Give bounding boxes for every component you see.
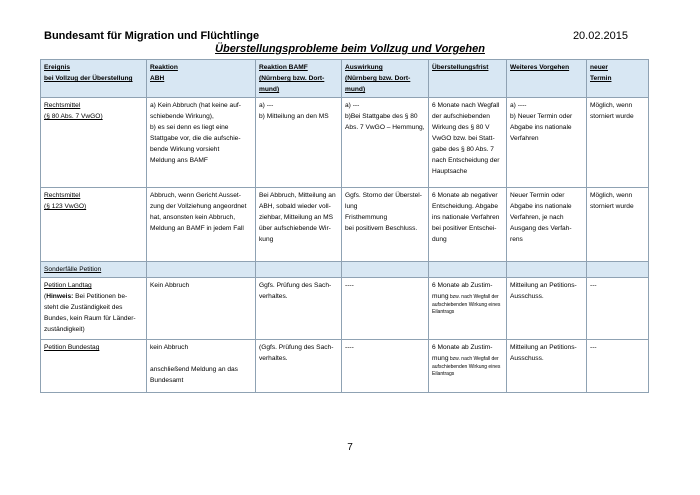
- header-auswirkung: Auswirkung (Nürnberg bzw. Dort- mund): [342, 60, 429, 98]
- cell-deadline: 6 Monate nach Wegfall der aufschiebenden Wirkung des § 80 V VwGO bzw. bei Statt- gabe des § 80 Abs. 7 nach Entscheidung der Hauptsache: [429, 98, 507, 188]
- section-label: Sonderfälle Petition: [41, 262, 147, 278]
- cell-new-date: ---: [587, 340, 649, 393]
- cell-effect: a) --- b)Bei Stattgabe des § 80 Abs. 7 VwGO – Hemmung,: [342, 98, 429, 188]
- cell-effect: ----: [342, 278, 429, 340]
- cell-deadline: 6 Monate ab Zustim- mung bzw. nach Wegfall der aufschiebenden Wirkung eines Eilantrags: [429, 340, 507, 393]
- cell-deadline: 6 Monate ab Zustim- mung bzw. nach Wegfall der aufschiebenden Wirkung eines Eilantrags: [429, 278, 507, 340]
- cell-bamf: a) --- b) Mitteilung an den MS: [256, 98, 342, 188]
- cell-new-date: Möglich, wenn storniert wurde: [587, 188, 649, 262]
- header-date: 20.02.2015: [572, 30, 628, 42]
- cell-event: Rechtsmittel (§ 123 VwGO): [41, 188, 147, 262]
- header-reaktion-abh: Reaktion ABH: [147, 60, 256, 98]
- cell-event: Petition Landtag (Hinweis: Bei Petitionen be- steht die Zuständigkeit des Bundes, kein Raum für Länder- zuständigkeit): [41, 278, 147, 340]
- header-ereignis: Ereignis bei Vollzug der Überstellung: [41, 60, 147, 98]
- document-title: Überstellungsprobleme beim Vollzug und Vorgehen: [215, 43, 485, 55]
- header-weiteres-vorgehen: Weiteres Vorgehen: [507, 60, 587, 98]
- section-row: [41, 262, 649, 278]
- cell-bamf: Ggfs. Prüfung des Sach- verhaltes.: [256, 278, 342, 340]
- cell-next: Mitteilung an Petitions- Ausschuss.: [507, 278, 587, 340]
- header-neuer-termin: neuer Termin: [587, 60, 649, 98]
- cell-effect: ----: [342, 340, 429, 393]
- cell-bamf: (Ggfs. Prüfung des Sach- verhaltes.: [256, 340, 342, 393]
- cell-abh: Kein Abbruch: [147, 278, 256, 340]
- cell-next: Neuer Termin oder Abgabe ins nationale Verfahren, je nach Ausgang des Verfah- rens: [507, 188, 587, 262]
- table-row: [41, 98, 649, 188]
- procedure-table: [40, 59, 649, 393]
- cell-abh: kein Abbruch anschließend Meldung an das Bundesamt: [147, 340, 256, 393]
- header-organization: Bundesamt für Migration und Flüchtlinge: [44, 30, 260, 42]
- table-header-row: [41, 60, 649, 98]
- cell-abh: Abbruch, wenn Gericht Ausset- zung der Vollziehung angeordnet hat, ansonsten kein Abbruch, Meldung an BAMF in jedem Fall: [147, 188, 256, 262]
- table-row: [41, 340, 649, 393]
- cell-next: a) ---- b) Neuer Termin oder Abgabe ins nationale Verfahren: [507, 98, 587, 188]
- cell-new-date: ---: [587, 278, 649, 340]
- cell-deadline: 6 Monate ab negativer Entscheidung. Abgabe ins nationale Verfahren bei positiver Entschei- dung: [429, 188, 507, 262]
- header-ueberstellungsfrist: Überstellungsfrist: [429, 60, 507, 98]
- table-row: [41, 278, 649, 340]
- cell-bamf: Bei Abbruch, Mitteilung an ABH, sobald wieder voll- ziehbar, Mitteilung an MS über aufschiebende Wir- kung: [256, 188, 342, 262]
- cell-new-date: Möglich, wenn storniert wurde: [587, 98, 649, 188]
- cell-abh: a) Kein Abbruch (hat keine auf- schiebende Wirkung), b) es sei denn es liegt eine Stattgabe vor, die die aufschie- bende Wirkung vorsieht Meldung ans BAMF: [147, 98, 256, 188]
- page-number: 7: [347, 442, 353, 453]
- cell-event: Rechtsmittel (§ 80 Abs. 7 VwGO): [41, 98, 147, 188]
- header-reaktion-bamf: Reaktion BAMF (Nürnberg bzw. Dort- mund): [256, 60, 342, 98]
- cell-effect: Ggfs. Storno der Überstel- lung Fristhemmung bei positivem Beschluss.: [342, 188, 429, 262]
- table-row: [41, 188, 649, 262]
- cell-event: Petition Bundestag: [41, 340, 147, 393]
- cell-next: Mitteilung an Petitions- Ausschuss.: [507, 340, 587, 393]
